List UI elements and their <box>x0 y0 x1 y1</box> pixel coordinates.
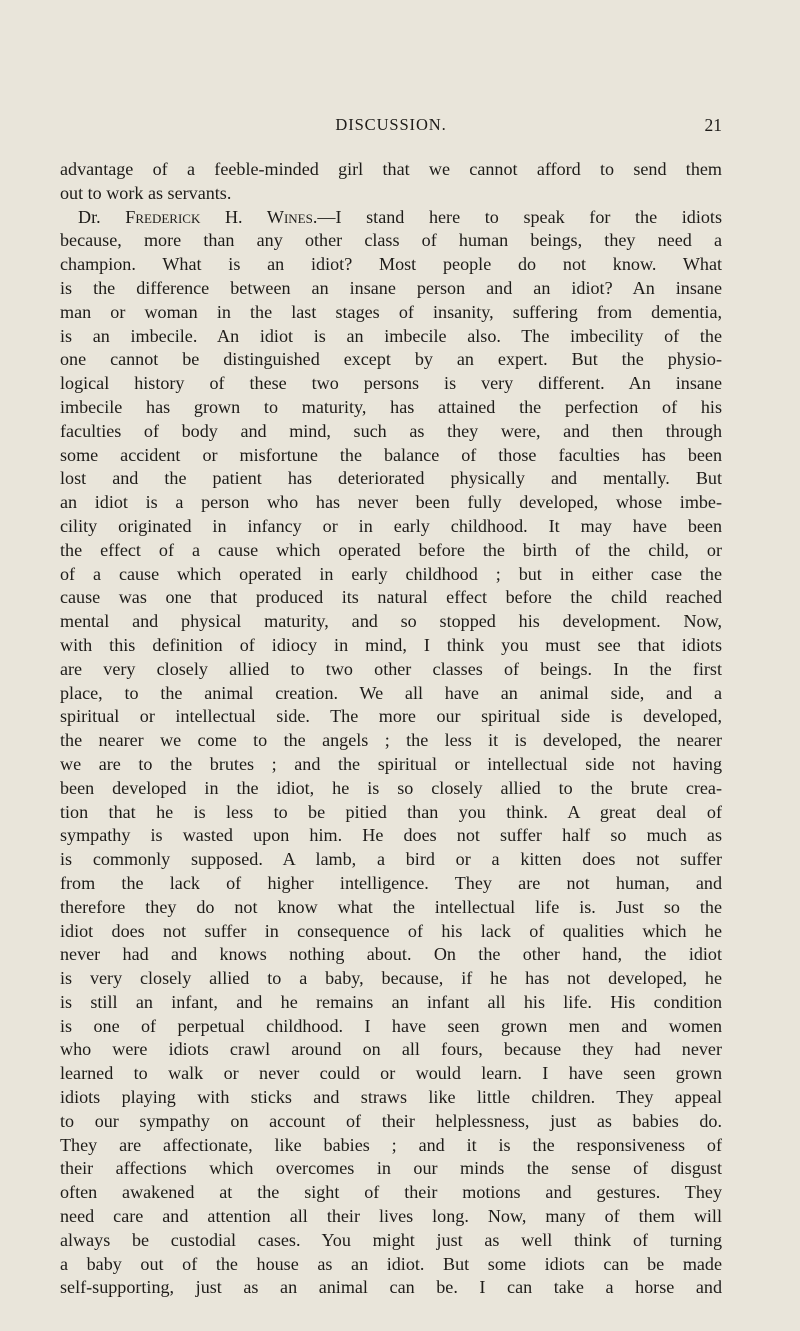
text-line: idiots playing with sticks and straws like little children. They appeal <box>60 1087 722 1108</box>
text-line: is very closely allied to a baby, because, if he has not developed, he <box>60 968 722 989</box>
text-line: to our sympathy on account of their helplessness, just as babies do. <box>60 1110 722 1131</box>
text-line: who were idiots crawl around on all fours, because they had never <box>60 1039 722 1060</box>
text-line: therefore they do not know what the intellectual life is. Just so the <box>60 896 722 917</box>
page-header <box>60 114 722 136</box>
text-line: is an imbecile. An idiot is an imbecile also. The imbecility of the <box>60 325 722 346</box>
text-line: mental and physical maturity, and so stopped his development. Now, <box>60 611 722 632</box>
text-line: the nearer we come to the angels ; the less it is developed, the nearer <box>60 730 722 751</box>
text-line: the effect of a cause which operated before the birth of the child, or <box>60 539 722 560</box>
text-line: spiritual or intellectual side. The more our spiritual side is developed, <box>60 706 722 727</box>
text-line: self-supporting, just as an animal can be. I can take a horse and <box>60 1277 722 1298</box>
page-number: 21 <box>704 115 722 135</box>
text-line: is commonly supposed. A lamb, a bird or a kitten does not suffer <box>60 849 722 870</box>
text-line: some accident or misfortune the balance of those faculties has been <box>60 444 722 465</box>
text-line: their affections which overcomes in our minds the sense of disgust <box>60 1158 722 1179</box>
text-line: faculties of body and mind, such as they were, and then through <box>60 420 722 441</box>
text-line: we are to the brutes ; and the spiritual or intellectual side not having <box>60 753 722 774</box>
text-line: a baby out of the house as an idiot. But some idiots can be made <box>60 1253 722 1274</box>
text-line: idiot does not suffer in consequence of his lack of qualities which he <box>60 920 722 941</box>
text-line: often awakened at the sight of their motions and gestures. They <box>60 1182 722 1203</box>
text-line: They are affectionate, like babies ; and it is the responsiveness of <box>60 1134 722 1155</box>
paragraph-1 <box>60 158 722 206</box>
text-line: logical history of these two persons is very different. An insane <box>60 373 722 394</box>
text-line: from the lack of higher intelligence. They are not human, and <box>60 872 722 893</box>
text-line: imbecile has grown to maturity, has attained the perfection of his <box>60 396 722 417</box>
speaker-line <box>60 206 722 230</box>
text-line: because, more than any other class of human beings, they need a <box>60 230 722 251</box>
text-line: is still an infant, and he remains an infant all his life. His condition <box>60 991 722 1012</box>
speaker-line-rest: .—I stand here to speak for the idiots <box>312 206 722 227</box>
text-line: one cannot be distinguished except by an expert. But the physio- <box>60 349 722 370</box>
text-line: been developed in the idiot, he is so closely allied to the brute crea- <box>60 777 722 798</box>
text-line: advantage of a feeble-minded girl that we cannot afford to send them <box>60 159 722 179</box>
text-line: cility originated in infancy or in early childhood. It may have been <box>60 515 722 536</box>
text-line: out to work as servants. <box>60 182 232 203</box>
text-line: need care and attention all their lives long. Now, many of them will <box>60 1206 722 1227</box>
running-head: DISCUSSION. <box>335 115 447 134</box>
text-line: is the difference between an insane person and an idiot? An insane <box>60 277 722 298</box>
text-line: sympathy is wasted upon him. He does not suffer half so much as <box>60 825 722 846</box>
text-line: place, to the animal creation. We all have an animal side, and a <box>60 682 722 703</box>
text-line: tion that he is less to be pitied than you think. A great deal of <box>60 801 722 822</box>
text-line: lost and the patient has deteriorated physically and mentally. But <box>60 468 722 489</box>
paragraph-2 <box>60 206 722 1301</box>
text-line: cause was one that produced its natural effect before the child reached <box>60 587 722 608</box>
text-line: learned to walk or never could or would learn. I have seen grown <box>60 1063 722 1084</box>
text-line: champion. What is an idiot? Most people do not know. What <box>60 254 722 275</box>
body-text <box>60 158 722 1300</box>
text-line: man or woman in the last stages of insanity, suffering from dementia, <box>60 301 722 322</box>
text-line: is one of perpetual childhood. I have seen grown men and women <box>60 1015 722 1036</box>
text-line: never had and knows nothing about. On the other hand, the idiot <box>60 944 722 965</box>
text-line: are very closely allied to two other classes of beings. In the first <box>60 658 722 679</box>
text-line: with this definition of idiocy in mind, I think you must see that idiots <box>60 634 722 655</box>
text-line: an idiot is a person who has never been fully developed, whose imbe- <box>60 492 722 513</box>
speaker-title: Dr. <box>78 206 101 227</box>
text-line: always be custodial cases. You might just as well think of turning <box>60 1229 722 1250</box>
text-line: of a cause which operated in early childhood ; but in either case the <box>60 563 722 584</box>
speaker-name: Frederick H. Wines <box>125 206 313 227</box>
